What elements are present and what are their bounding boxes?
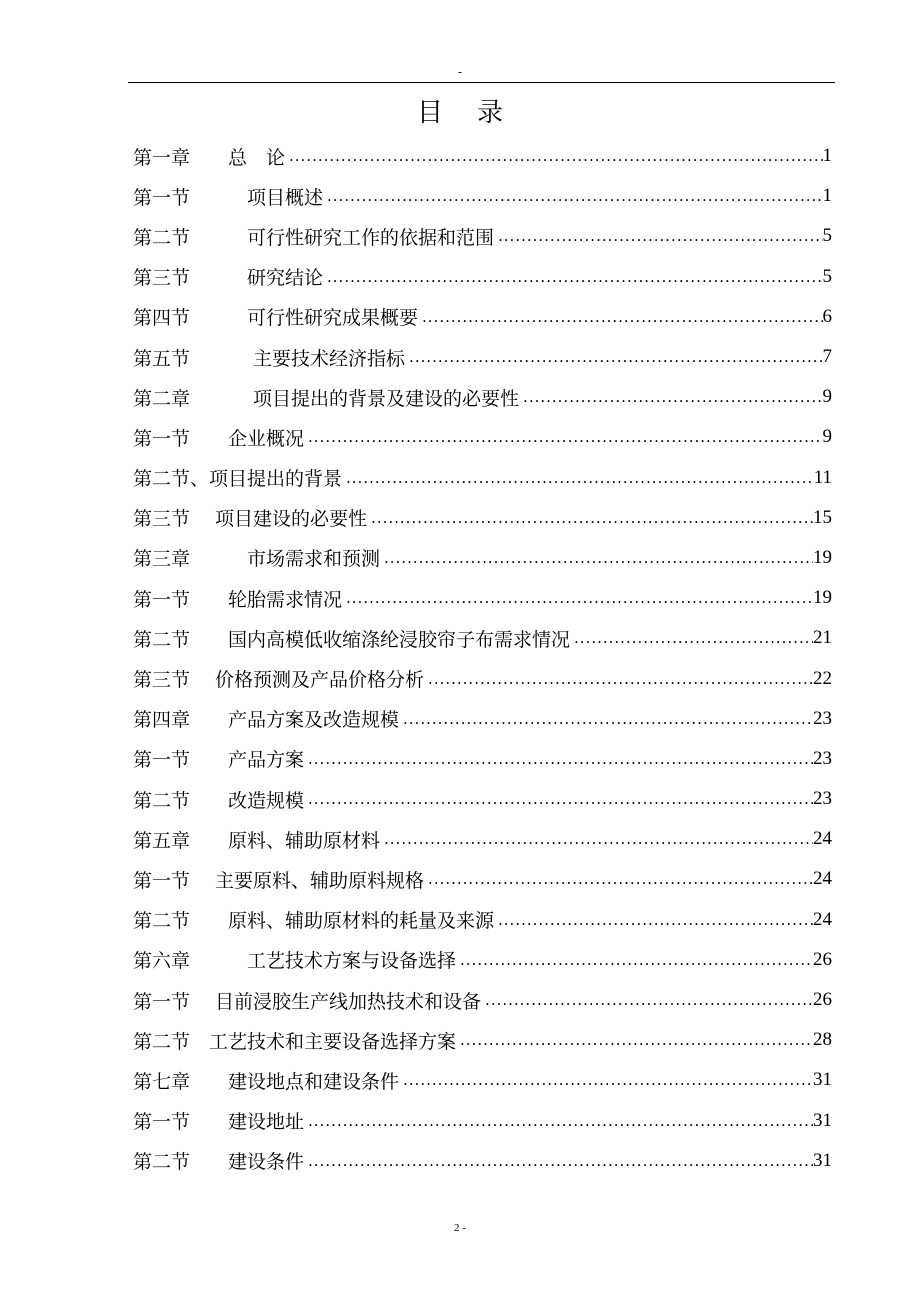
toc-entry-page: 7 xyxy=(822,346,832,368)
toc-entry-page: 24 xyxy=(813,828,832,850)
toc-entry-page: 24 xyxy=(813,868,832,890)
header-rule xyxy=(128,82,835,83)
toc-entry-label: 第一章 总 论 xyxy=(133,146,286,169)
toc-entry-page: 19 xyxy=(813,546,832,568)
toc-entry[interactable] xyxy=(133,216,832,256)
dot-leader xyxy=(308,790,813,808)
toc-entry-page: 1 xyxy=(822,185,832,207)
dot-leader xyxy=(384,830,813,848)
table-of-contents xyxy=(133,136,832,1181)
dot-leader xyxy=(428,670,813,688)
toc-entry-label: 第二节 可行性研究工作的依据和范围 xyxy=(133,226,495,249)
page-number: 2 - xyxy=(454,1222,466,1234)
dot-leader xyxy=(460,1031,813,1049)
toc-entry-page: 5 xyxy=(822,265,832,287)
dot-leader xyxy=(523,388,822,406)
toc-entry-label: 第一节 产品方案 xyxy=(133,749,305,772)
toc-entry-label: 第四节 可行性研究成果概要 xyxy=(133,307,419,330)
toc-entry-label: 第二节 改造规模 xyxy=(133,789,305,812)
dot-leader xyxy=(460,951,813,969)
toc-entry-page: 31 xyxy=(813,1069,832,1091)
toc-entry-page: 31 xyxy=(813,1149,832,1171)
toc-entry[interactable] xyxy=(133,297,832,337)
toc-entry-page: 26 xyxy=(813,948,832,970)
dot-leader xyxy=(371,509,813,527)
toc-entry-page: 24 xyxy=(813,908,832,930)
toc-entry-page: 9 xyxy=(822,426,832,448)
toc-entry[interactable] xyxy=(133,176,832,216)
toc-entry[interactable] xyxy=(133,417,832,457)
toc-entry-page: 9 xyxy=(822,386,832,408)
toc-entry[interactable] xyxy=(133,337,832,377)
toc-entry-label: 第三节 项目建设的必要性 xyxy=(133,508,368,531)
toc-entry-page: 19 xyxy=(813,587,832,609)
dot-leader xyxy=(422,308,822,326)
toc-entry[interactable] xyxy=(133,699,832,739)
toc-entry-label: 第一节 企业概况 xyxy=(133,427,305,450)
toc-entry-label: 第二节 国内高模低收缩涤纶浸胶帘子布需求情况 xyxy=(133,628,571,651)
toc-entry-page: 26 xyxy=(813,989,832,1011)
toc-entry-label: 第二节 工艺技术和主要设备选择方案 xyxy=(133,1030,457,1053)
toc-entry[interactable] xyxy=(133,538,832,578)
toc-entry-label: 第一节 主要原料、辅助原料规格 xyxy=(133,869,425,892)
dot-leader xyxy=(403,1071,813,1089)
toc-entry-label: 第五章 原料、辅助原材料 xyxy=(133,829,381,852)
dot-leader xyxy=(346,469,814,487)
dot-leader xyxy=(308,428,822,446)
toc-entry-label: 第一节 目前浸胶生产线加热技术和设备 xyxy=(133,990,482,1013)
toc-entry-label: 第五节 主要技术经济指标 xyxy=(133,347,406,370)
toc-entry-page: 31 xyxy=(813,1109,832,1131)
toc-entry-page: 1 xyxy=(822,145,832,167)
dot-leader xyxy=(574,629,813,647)
toc-entry-label: 第三章 市场需求和预测 xyxy=(133,548,381,571)
toc-entry[interactable] xyxy=(133,257,832,297)
header-mark: - xyxy=(457,65,463,79)
toc-entry[interactable] xyxy=(133,1020,832,1060)
toc-entry[interactable] xyxy=(133,458,832,498)
dot-leader xyxy=(409,348,822,366)
dot-leader xyxy=(327,268,822,286)
toc-entry-page: 11 xyxy=(813,466,832,488)
dot-leader xyxy=(308,1112,813,1130)
dot-leader xyxy=(289,147,822,165)
toc-entry-label: 第二节、项目提出的背景 xyxy=(133,468,343,491)
toc-entry-label: 第一节 轮胎需求情况 xyxy=(133,588,343,611)
page-title: 目录 xyxy=(416,98,537,128)
dot-leader xyxy=(498,227,822,245)
toc-entry-label: 第二章 项目提出的背景及建设的必要性 xyxy=(133,387,520,410)
toc-entry-label: 第一节 项目概述 xyxy=(133,186,324,209)
dot-leader xyxy=(498,911,813,929)
dot-leader xyxy=(308,750,813,768)
dot-leader xyxy=(346,589,813,607)
dot-leader xyxy=(485,991,813,1009)
toc-entry[interactable] xyxy=(133,1141,832,1181)
toc-entry-page: 6 xyxy=(822,305,832,327)
toc-entry-page: 21 xyxy=(813,627,832,649)
toc-entry[interactable] xyxy=(133,940,832,980)
toc-entry[interactable] xyxy=(133,980,832,1020)
toc-entry-label: 第三节 价格预测及产品价格分析 xyxy=(133,669,425,692)
toc-entry-label: 第七章 建设地点和建设条件 xyxy=(133,1070,400,1093)
toc-entry-page: 23 xyxy=(813,707,832,729)
toc-entry[interactable] xyxy=(133,1101,832,1141)
toc-entry-label: 第六章 工艺技术方案与设备选择 xyxy=(133,950,457,973)
toc-entry-label: 第三节 研究结论 xyxy=(133,267,324,290)
toc-entry-page: 28 xyxy=(813,1029,832,1051)
toc-entry[interactable] xyxy=(133,498,832,538)
toc-entry-label: 第二节 建设条件 xyxy=(133,1151,305,1174)
toc-entry-page: 23 xyxy=(813,747,832,769)
toc-entry[interactable] xyxy=(133,578,832,618)
toc-entry[interactable] xyxy=(133,377,832,417)
toc-entry[interactable] xyxy=(133,779,832,819)
toc-entry[interactable] xyxy=(133,819,832,859)
dot-leader xyxy=(308,1152,813,1170)
toc-entry-page: 5 xyxy=(822,225,832,247)
dot-leader xyxy=(327,187,822,205)
toc-entry[interactable] xyxy=(133,1060,832,1100)
dot-leader xyxy=(428,870,813,888)
toc-entry[interactable] xyxy=(133,900,832,940)
toc-entry-page: 15 xyxy=(813,506,832,528)
toc-entry[interactable] xyxy=(133,739,832,779)
toc-entry[interactable] xyxy=(133,859,832,899)
dot-leader xyxy=(384,549,813,567)
dot-leader xyxy=(403,710,813,728)
toc-entry-page: 23 xyxy=(813,788,832,810)
toc-entry[interactable] xyxy=(133,618,832,658)
toc-entry[interactable] xyxy=(133,136,832,176)
toc-entry-label: 第二节 原料、辅助原材料的耗量及来源 xyxy=(133,910,495,933)
toc-entry[interactable] xyxy=(133,658,832,698)
toc-entry-page: 22 xyxy=(813,667,832,689)
toc-entry-label: 第一节 建设地址 xyxy=(133,1111,305,1134)
toc-entry-label: 第四章 产品方案及改造规模 xyxy=(133,709,400,732)
